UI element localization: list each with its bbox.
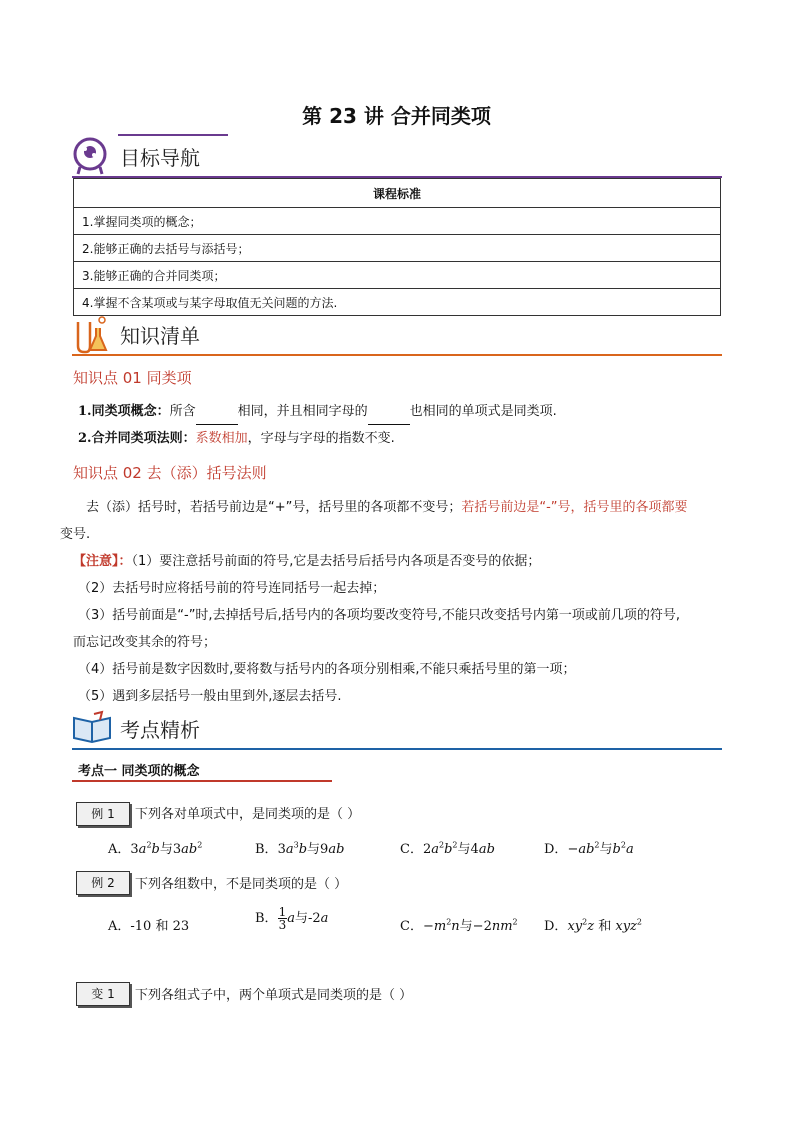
example-2-question: 下列各组数中，不是同类项的是（ ） [135, 877, 348, 892]
kp2-note-3-cont: 而忘记改变其余的符号； [73, 635, 217, 650]
fill-blank [196, 410, 238, 425]
example-2-option-d[interactable]: D．$xy^2z$ 和 xyz$^2$ [544, 917, 642, 934]
table-row: 4.掌握不含某项或与某字母取值无关问题的方法. [74, 289, 721, 316]
table-row: 2.能够正确的去括号与添括号； [74, 235, 721, 262]
fraction-one-third: $\frac{1}{3}$ [278, 905, 287, 932]
example-2-tag: 例 2 [76, 871, 130, 895]
kp2-note-2: （2）去括号时应将括号前的符号连同括号一起去掉； [78, 581, 386, 596]
variant-1-question: 下列各组式子中，两个单项式是同类项的是（ ） [135, 988, 413, 1003]
section-knowledge [72, 312, 722, 356]
kp1-line-1: 1.同类项概念：所含 相同，并且相同字母的 也相同的单项式是同类项. [78, 398, 723, 425]
example-2-option-a[interactable]: A．-10 和 23 [108, 919, 190, 934]
kp2-note-4: （4）括号前是数字因数时,要将数与括号内的各项分别相乘,不能只乘括号里的第一项； [78, 662, 576, 677]
knowledge-point-2-title: 知识点 02 去（添）括号法则 [73, 464, 267, 482]
flask-icon [72, 314, 110, 354]
kp2-note-1: 【注意】：（1）要注意括号前面的符号,它是去括号后括号内各项是否变号的依据； [73, 554, 541, 569]
example-1-tag: 例 1 [76, 802, 130, 826]
knowledge-point-1-title: 知识点 01 同类项 [73, 369, 192, 387]
kp1-line-2: 2.合并同类项法则：系数相加，字母与字母的指数不变. [78, 431, 395, 446]
kp2-rule: 去（添）括号时，若括号前边是“+”号，括号里的各项都不变号；若括号前边是“-”号，括号里的各项都要 变号. [60, 500, 688, 542]
section-title-knowledge: 知识清单 [120, 324, 200, 348]
page-title: 第 23 讲 合并同类项 [302, 104, 491, 128]
exam-point-underline [72, 780, 332, 782]
variant-1-tag: 变 1 [76, 982, 130, 1006]
example-1-option-d[interactable]: D．$-ab^2$与$b^2a$ [544, 840, 634, 857]
table-row: 3.能够正确的合并同类项； [74, 262, 721, 289]
fill-blank [368, 410, 410, 425]
example-2-option-b[interactable]: B． $\frac{1}{3}$ a与-2a [255, 905, 329, 932]
course-standard-table [73, 178, 721, 316]
kp2-note-3: （3）括号前面是“-”时,去掉括号后,括号内的各项均要改变符号,不能只改变括号内第一项或前几项的符号, [78, 608, 680, 623]
exam-point-1-title: 考点一 同类项的概念 [78, 764, 200, 779]
section-analysis [72, 706, 722, 750]
section-goal [72, 134, 722, 178]
section-title-analysis: 考点精析 [120, 718, 200, 742]
example-1-option-c[interactable]: C．$2a^2b^2$与4ab [400, 840, 495, 857]
head-brain-icon [72, 136, 110, 176]
example-1-option-b[interactable]: B．$3a^3b$与9ab [255, 840, 345, 857]
kp2-note-5: （5）遇到多层括号一般由里到外,逐层去括号. [78, 689, 342, 704]
example-1-question: 下列各对单项式中，是同类项的是（ ） [135, 807, 361, 822]
example-2-option-c[interactable]: C．$-m^2n$与$-2nm^2$ [400, 917, 518, 934]
table-row: 1.掌握同类项的概念； [74, 208, 721, 235]
book-icon [72, 710, 112, 746]
example-1-option-a[interactable]: A．$3a^2b$与$3ab^2$ [108, 840, 203, 857]
table-header: 课程标准 [74, 179, 721, 208]
section-title-goal: 目标导航 [120, 146, 200, 170]
